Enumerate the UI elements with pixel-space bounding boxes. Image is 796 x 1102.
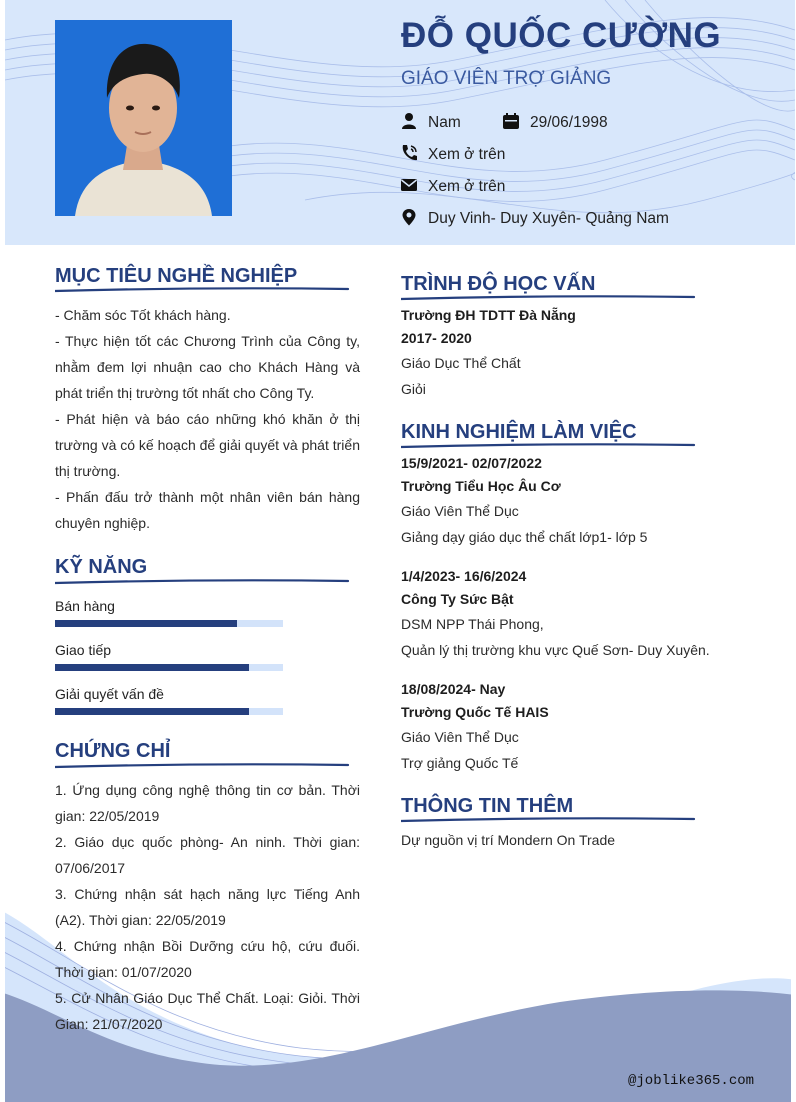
certificate-item: 2. Giáo dục quốc phòng- An ninh. Thời gian: 07/06/2017 xyxy=(55,834,360,876)
extra-block xyxy=(401,827,615,853)
objective-underline xyxy=(55,286,350,294)
objective-text xyxy=(55,302,360,536)
experience-desc: Trợ giảng Quốc Tế xyxy=(401,755,519,771)
education-underline xyxy=(401,294,696,302)
envelope-icon xyxy=(400,176,418,194)
certificates-list xyxy=(55,777,360,1037)
phone-value: Xem ở trên xyxy=(428,146,506,163)
skill-bar-track xyxy=(55,620,283,627)
certificates-underline xyxy=(55,762,350,770)
extra-underline xyxy=(401,816,696,824)
email-row xyxy=(400,176,505,198)
objective-heading: MỤC TIÊU NGHỀ NGHIỆP xyxy=(55,265,298,287)
phone-icon xyxy=(400,144,418,162)
education-major: Giáo Dục Thể Chất xyxy=(401,355,521,371)
skill-item xyxy=(55,596,285,627)
skills-underline xyxy=(55,578,350,586)
experience-role: Giáo Viên Thể Dục xyxy=(401,503,519,519)
experience-period: 18/08/2024- Nay xyxy=(401,681,506,697)
gender-row xyxy=(400,112,461,134)
skills-heading: KỸ NĂNG xyxy=(55,556,148,578)
objective-line: - Thực hiện tốt các Chương Trình của Công ty, nhằm đem lợi nhuận cao cho Khách Hàng và phát triển thị trường tốt nhất cho Công Ty. xyxy=(55,333,360,401)
user-icon xyxy=(400,112,418,130)
education-grade: Giỏi xyxy=(401,381,426,397)
certificate-item: 5. Cử Nhân Giáo Dục Thể Chất. Loại: Giỏi. Thời Gian: 21/07/2020 xyxy=(55,990,360,1032)
extra-heading: THÔNG TIN THÊM xyxy=(401,795,574,817)
skill-bar-track xyxy=(55,708,283,715)
experience-role: Giáo Viên Thể Dục xyxy=(401,729,519,745)
skill-item xyxy=(55,684,285,715)
experience-underline xyxy=(401,442,696,450)
certificate-item: 1. Ứng dụng công nghệ thông tin cơ bản. Thời gian: 22/05/2019 xyxy=(55,782,360,824)
skill-bar-fill xyxy=(55,664,249,671)
certificates-heading: CHỨNG CHỈ xyxy=(55,740,171,762)
calendar-icon xyxy=(502,112,520,130)
address-row xyxy=(400,208,669,230)
certificate-item: 4. Chứng nhận Bồi Dưỡng cứu hộ, cứu đuối. Thời gian: 01/07/2020 xyxy=(55,938,360,980)
experience-role: DSM NPP Thái Phong, xyxy=(401,616,544,632)
education-school: Trường ĐH TDTT Đà Nẵng xyxy=(401,307,576,323)
extra-text: Dự nguồn vị trí Mondern On Trade xyxy=(401,832,616,848)
skill-bar-fill xyxy=(55,708,249,715)
experience-desc: Quản lý thị trường khu vực Quế Sơn- Duy Xuyên. xyxy=(401,642,710,658)
certificate-item: 3. Chứng nhận sát hạch năng lực Tiếng Anh (A2). Thời gian: 22/05/2019 xyxy=(55,886,360,928)
map-pin-icon xyxy=(400,208,418,226)
address-value: Duy Vinh- Duy Xuyên- Quảng Nam xyxy=(428,210,669,227)
experience-period: 15/9/2021- 02/07/2022 xyxy=(401,455,542,471)
experience-item xyxy=(401,678,549,776)
skill-label: Giao tiếp xyxy=(55,642,112,658)
experience-company: Trường Quốc Tế HAIS xyxy=(401,704,549,720)
experience-item xyxy=(401,565,710,663)
education-heading: TRÌNH ĐỘ HỌC VẤN xyxy=(401,273,596,295)
skill-item xyxy=(55,640,285,671)
birthdate-value: 29/06/1998 xyxy=(530,114,608,131)
experience-company: Công Ty Sức Bật xyxy=(401,591,514,607)
email-value: Xem ở trên xyxy=(428,178,506,195)
objective-line: - Phấn đấu trở thành một nhân viên bán hàng chuyên nghiệp. xyxy=(55,489,360,531)
objective-line: - Chăm sóc Tốt khách hàng. xyxy=(55,307,231,323)
experience-company: Trường Tiểu Học Âu Cơ xyxy=(401,478,561,494)
watermark: @joblike365.com xyxy=(628,1073,755,1089)
skill-label: Bán hàng xyxy=(55,598,115,614)
skill-bar-fill xyxy=(55,620,237,627)
experience-item xyxy=(401,452,647,550)
experience-heading: KINH NGHIỆM LÀM VIỆC xyxy=(401,421,637,443)
person-portrait-icon xyxy=(55,20,232,216)
experience-period: 1/4/2023- 16/6/2024 xyxy=(401,568,527,584)
gender-value: Nam xyxy=(428,114,461,131)
experience-desc: Giảng dạy giáo dục thể chất lớp1- lớp 5 xyxy=(401,529,648,545)
profile-photo xyxy=(55,20,232,216)
phone-row xyxy=(400,144,505,166)
skill-label: Giải quyết vấn đề xyxy=(55,686,164,702)
objective-line: - Phát hiện và báo cáo những khó khăn ở thị trường và có kế hoạch để giải quyết và phát triển thị trường. xyxy=(55,411,360,479)
birthdate-row xyxy=(502,112,608,134)
skill-bar-track xyxy=(55,664,283,671)
candidate-name: ĐỖ QUỐC CƯỜNG xyxy=(401,16,722,55)
education-block xyxy=(401,304,576,402)
job-title: GIÁO VIÊN TRỢ GIẢNG xyxy=(401,68,612,89)
education-years: 2017- 2020 xyxy=(401,330,472,346)
